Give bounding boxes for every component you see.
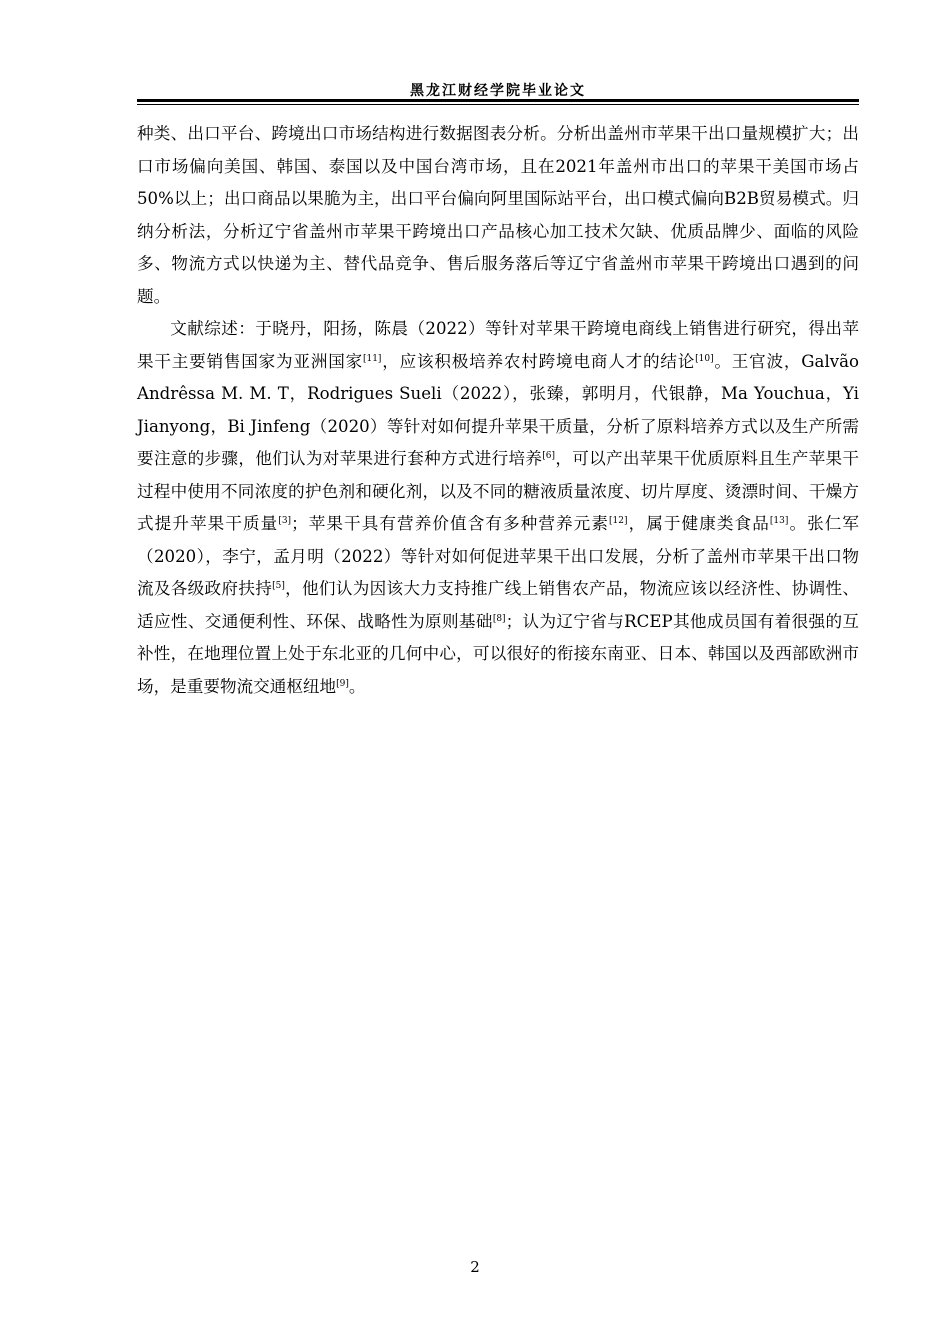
text-run: ，应该积极培养农村跨境电商人才的结论: [381, 351, 696, 371]
text-run: 。张仁军（2020），李宁，孟月明（2022）等针对如何促进苹果干出口发展，分析了盖州市苹果干出口物流及各级政府扶持: [137, 514, 860, 598]
citation-ref: [11]: [362, 353, 382, 364]
text-run: ；认为辽宁省与RCEP其他成员国有着很强的互补性，在地理位置上处于东北亚的几何中心，可以很好的衔接东南亚、日本、韩国以及西部欧洲市场，是重要物流交通枢纽地: [137, 611, 860, 696]
text-run: ，可以产出苹果干优质原料且生产苹果干过程中使用不同浓度的护色剂和硬化剂，以及不同的糖液质量浓度、切片厚度、烫漂时间、干燥方式提升苹果干质量: [137, 449, 860, 533]
citation-ref: [8]: [492, 613, 506, 624]
citation-ref: [6]: [542, 451, 556, 461]
citation-ref: [5]: [272, 581, 285, 591]
text-run: ，属于健康类食品: [627, 514, 770, 533]
page-number: 2: [470, 1258, 480, 1276]
citation-ref: [12]: [609, 516, 628, 526]
header-rule-thick: [137, 99, 859, 102]
paragraph-literature-review: [137, 313, 859, 703]
text-run: 文献综述：于晓丹，阳扬，陈晨（2022）等针对苹果干跨境电商线上销售进行研究，得出苹果干主要销售国家为亚洲国家: [137, 319, 859, 371]
citation-ref: [9]: [336, 678, 349, 689]
page-header-title: 黑龙江财经学院毕业论文: [410, 83, 586, 99]
citation-ref: [13]: [769, 516, 789, 526]
header-rule-thin: [137, 104, 859, 105]
text-run: ，他们认为因该大力支持推广线上销售农产品，物流应该以经济性、协调性、适应性、交通便利性、环保、战略性为原则基础: [137, 579, 860, 631]
citation-ref: [3]: [278, 516, 292, 526]
body-text: [137, 118, 859, 703]
paragraph-analysis: 种类、出口平台、跨境出口市场结构进行数据图表分析。分析出盖州市苹果干出口量规模扩大；出口市场偏向美国、韩国、泰国以及中国台湾市场，且在2021年盖州市出口的苹果干美国市场占50%以上；出口商品以果脆为主，出口平台偏向阿里国际站平台，出口模式偏向B2B贸易模式。归纳分析法，分析辽宁省盖州市苹果干跨境出口产品核心加工技术欠缺、优质品牌少、面临的风险多、物流方式以快递为主、替代品竞争、售后服务落后等辽宁省盖州市苹果干跨境出口遇到的问题。: [137, 124, 859, 306]
citation-ref: [10]: [695, 353, 714, 364]
text-run: 。王官波，Galvão Andrêssa M. M. T，Rodrigues Sueli（2022），张臻，郭明月，代银静，Ma Youchua，Yi Jianyong，Bi Jinfeng（2020）等针对如何提升苹果干质量，分析了原料培养方式以及生产所需要注意的步骤，他们认为对苹果进行套种方式进行培养: [137, 351, 860, 468]
text-run: 。: [348, 676, 366, 696]
text-run: ；苹果干具有营养价值含有多种营养元素: [291, 514, 610, 533]
